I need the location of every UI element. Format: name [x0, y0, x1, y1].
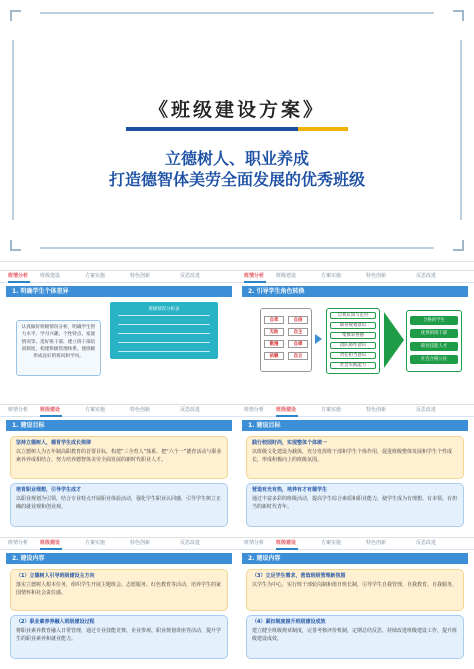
tab-class-building[interactable]: 班级建设	[276, 273, 297, 279]
cover-title: 《班级建设方案》	[148, 99, 325, 121]
goal-text: 以职业规划为引领，结合专业特点开展职业体验活动，强化学生职业认同感，引导学生树立正确的就业观和创业观。	[16, 495, 222, 510]
trait-after: 自律	[288, 340, 308, 348]
content-text: 建立健全班级规章制度，完善考核评价机制，定期总结反思，持续改进班级建设工作，提升班级建设成效。	[252, 627, 458, 642]
trait-before: 依赖	[264, 352, 284, 360]
left-panel	[6, 553, 232, 665]
goal-title: 坚持立德树人，德育学生成长规律	[16, 440, 92, 446]
slide-content	[0, 537, 474, 669]
tab-reflection[interactable]: 反思改进	[416, 407, 437, 413]
tab-class-building[interactable]: 班级建设	[40, 273, 61, 279]
tab-implementation[interactable]: 方案实施	[321, 407, 342, 413]
trait-before: 自卑	[264, 316, 284, 324]
goal-box	[246, 436, 464, 479]
tab-innovation[interactable]: 特色创新	[366, 407, 387, 413]
content-text: 将职业素养教育融入日常管理，通过专业技能竞赛、企业参观、职业规划讲座等活动，提升学生的职业素养和就业能力。	[16, 627, 222, 642]
trait-after: 自立	[288, 352, 308, 360]
slide-analysis	[0, 270, 474, 402]
section-header: 2. 建设内容	[6, 553, 232, 564]
left-panel	[6, 286, 232, 398]
tab-innovation[interactable]: 特色创新	[130, 407, 151, 413]
tab-class-building[interactable]: 班级建设	[40, 540, 61, 546]
corner-decoration	[10, 10, 21, 21]
frame-line	[460, 40, 462, 220]
left-panel	[6, 420, 232, 532]
slide-goals	[0, 404, 474, 536]
tab-implementation[interactable]: 方案实施	[321, 540, 342, 546]
process-item: 集体荣誉感	[330, 332, 376, 339]
tab-innovation[interactable]: 特色创新	[130, 540, 151, 546]
tab-implementation[interactable]: 方案实施	[321, 273, 342, 279]
active-tab-indicator	[276, 548, 298, 550]
frame-line	[40, 247, 434, 249]
corner-decoration	[453, 10, 464, 21]
tab-class-building[interactable]: 班级建设	[276, 407, 297, 413]
tab-implementation[interactable]: 方案实施	[85, 540, 106, 546]
trait-after: 自信	[288, 316, 308, 324]
section-header: 2. 建设内容	[242, 553, 468, 564]
active-tab-indicator	[40, 415, 62, 417]
tab-implementation[interactable]: 方案实施	[85, 407, 106, 413]
goal-text: 以班级文化建设为载体，充分发挥班干部和学生个体作用，促进班级整体发展和学生个性成长，形成积极向上的班级氛围。	[252, 448, 453, 463]
tab-reflection[interactable]: 反思改进	[180, 540, 201, 546]
content-box	[10, 569, 228, 611]
right-panel	[242, 553, 468, 665]
corner-decoration	[10, 240, 21, 251]
tab-reflection[interactable]: 反思改进	[180, 407, 201, 413]
outcome-item: 社会合格公民	[410, 355, 458, 364]
process-item: 职业规划意识	[330, 322, 376, 329]
tab-reflection[interactable]: 反思改进	[416, 273, 437, 279]
trait-after: 自主	[288, 328, 308, 336]
arrow-right-icon	[315, 334, 322, 344]
tab-class-building[interactable]: 班级建设	[40, 407, 61, 413]
goal-title: 营造有光有热，培养有才有德学生	[252, 487, 328, 493]
section-header: 2. 引导学生角色转换	[242, 286, 468, 297]
right-panel	[242, 286, 468, 398]
goal-box	[10, 436, 228, 479]
tab-innovation[interactable]: 特色创新	[130, 273, 151, 279]
active-tab-indicator	[276, 415, 298, 417]
cover-subtitle-1: 立德树人、职业养成	[164, 149, 309, 168]
analysis-table-image	[110, 302, 218, 359]
table-line	[118, 351, 210, 352]
goal-box	[10, 483, 228, 527]
table-line	[118, 324, 210, 325]
process-item: 社会实践能力	[330, 362, 376, 369]
trait-before: 散漫	[264, 340, 284, 348]
tab-class-building[interactable]: 班级建设	[276, 540, 297, 546]
table-line	[118, 315, 210, 316]
nav-tabs	[0, 405, 474, 417]
frame-line	[40, 12, 434, 14]
trait-before: 无助	[264, 328, 284, 336]
content-text: 落实立德树人根本任务，组织学生开展主题班会、志愿服务、红色教育等活动，培养学生的家国情怀和社会责任感。	[16, 581, 222, 596]
section-header: 1. 明确学生个体差异	[6, 286, 232, 297]
content-box	[10, 615, 228, 659]
outcome-item: 优秀的班干部	[410, 329, 458, 338]
nav-tabs	[0, 271, 474, 283]
content-title: （3）立足学生需求，营造班级管理新氛围	[252, 573, 346, 579]
section-header: 1. 建设目标	[6, 420, 232, 431]
tab-reflection[interactable]: 反思改进	[180, 273, 201, 279]
corner-decoration	[453, 240, 464, 251]
content-box	[246, 615, 464, 659]
tab-class-analysis[interactable]: 班情分析	[244, 540, 265, 546]
process-item: 责任担当意识	[330, 352, 376, 359]
tab-reflection[interactable]: 反思改进	[416, 540, 437, 546]
content-title: （4）紧扣制度提升班级建设成效	[252, 619, 326, 625]
active-tab-indicator	[8, 281, 30, 283]
content-text: 以学生为中心，实行班干部轮岗制和值日班长制，引导学生自我管理、自我教育、自我服务。	[252, 581, 458, 588]
tab-class-analysis[interactable]: 班情分析	[244, 273, 265, 279]
tab-implementation[interactable]: 方案实施	[85, 273, 106, 279]
content-title: （1）立德树人引导班级建设主方向	[16, 573, 95, 579]
active-tab-indicator	[40, 548, 62, 550]
table-line	[118, 342, 210, 343]
process-item: 团队协作意识	[330, 342, 376, 349]
cover-slide	[0, 0, 474, 262]
process-item: 自我认知与定位	[330, 312, 376, 319]
table-line	[118, 333, 210, 334]
goal-text: 通过丰富多彩的班级活动，提高学生综合素质和职业能力，使学生成为有理想、有本领、有担当的新时代青年。	[252, 495, 458, 510]
tab-class-analysis[interactable]: 班情分析	[8, 407, 29, 413]
active-tab-indicator	[244, 281, 266, 283]
tab-class-analysis[interactable]: 班情分析	[8, 540, 29, 546]
outcome-item: 职业技能人才	[410, 342, 458, 351]
outcome-item: 合格的学生	[410, 316, 458, 325]
analysis-text: 认真做好班级情况分析，明确学生智力水平、学习兴趣、个性特点、家庭情况等。选好班干部，建立班干部培训制度，构建班级管理体系，使班级形成良好的班风和学风。	[16, 320, 101, 376]
tab-class-analysis[interactable]: 班情分析	[244, 407, 265, 413]
right-panel	[242, 420, 468, 532]
content-title: （2）职业素养养融入班级建设过程	[16, 619, 95, 625]
goal-title: 培育职业理想，引导学生成才	[16, 487, 82, 493]
table-title: 班级情况分析表	[148, 307, 180, 312]
section-header: 1. 建设目标	[242, 420, 468, 431]
cover-subtitle-2: 打造德智体美劳全面发展的优秀班级	[108, 170, 365, 189]
title-underline	[126, 127, 348, 131]
arrow-right-icon	[384, 312, 404, 368]
tab-innovation[interactable]: 特色创新	[366, 273, 387, 279]
nav-tabs	[0, 538, 474, 550]
goal-text: 以立德树人为五年制高职教育的首要目标，构建“三全育人”体系，把“六个一”德育活动与职业素养养成相结合，努力培养德智体美劳全面发展的新时代职业人才。	[16, 448, 222, 463]
tab-class-analysis[interactable]: 班情分析	[8, 273, 29, 279]
tab-innovation[interactable]: 特色创新	[366, 540, 387, 546]
content-box	[246, 569, 464, 611]
frame-line	[12, 40, 14, 220]
goal-box	[246, 483, 464, 527]
goal-title: 践行校园时尚，实现整体个体统一	[252, 440, 328, 446]
